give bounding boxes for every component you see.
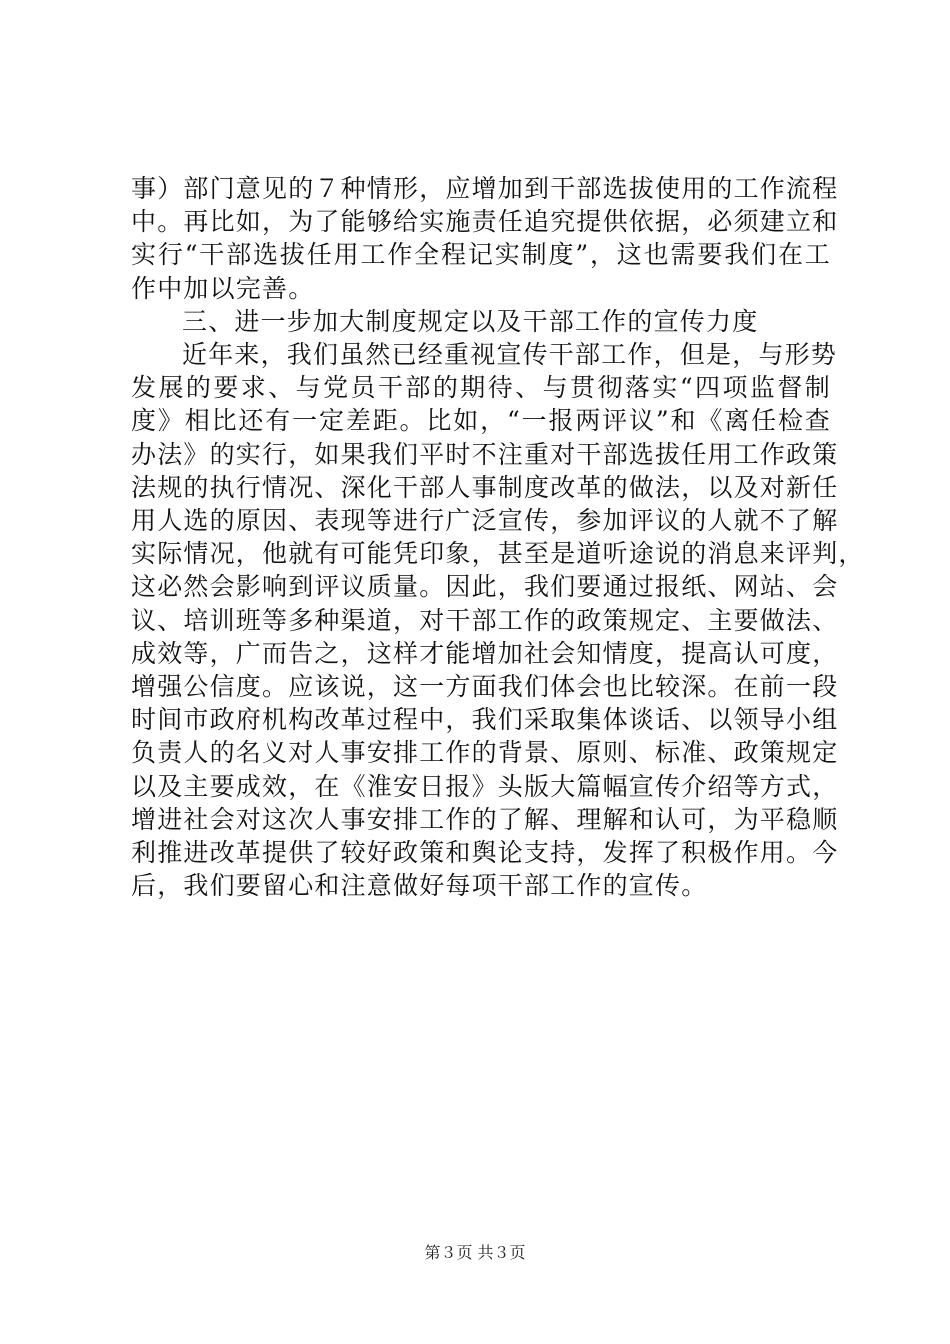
text-line: 议、培训班等多种渠道，对干部工作的政策规定、主要做法、 (131, 605, 839, 635)
document-body (131, 172, 865, 902)
text-line: 中。再比如，为了能够给实施责任追究提供依据，必须建立和 (131, 207, 839, 237)
text-line: 负责人的名义对人事安排工作的背景、原则、标准、政策规定 (131, 738, 839, 768)
text-line: 以及主要成效，在《淮安日报》头版大篇幅宣传介绍等方式， (131, 771, 839, 801)
text-line: 作中加以完善。 (131, 273, 315, 303)
text-line: 法规的执行情况、深化干部人事制度改革的做法，以及对新任 (131, 472, 839, 502)
page-footer: 第３页 共３页 (424, 1243, 526, 1262)
text-line: 时间市政府机构改革过程中，我们采取集体谈话、以领导小组 (131, 705, 839, 735)
section-heading: 三、进一步加大制度规定以及干部工作的宣传力度 (182, 306, 759, 336)
text-line: 这必然会影响到评议质量。因此，我们要通过报纸、网站、会 (131, 572, 839, 602)
text-line: 后，我们要留心和注意做好每项干部工作的宣传。 (131, 871, 708, 901)
text-line: 事）部门意见的７种情形，应增加到干部选拔使用的工作流程 (131, 174, 839, 203)
text-line: 实行“干部选拔任用工作全程记实制度”，这也需要我们在工 (131, 240, 831, 270)
text-line: 用人选的原因、表现等进行广泛宣传，参加评议的人就不了解 (131, 506, 839, 536)
text-line: 利推进改革提供了较好政策和舆论支持，发挥了积极作用。今 (131, 838, 839, 868)
text-line: 近年来，我们虽然已经重视宣传干部工作，但是，与形势 (182, 340, 838, 370)
text-line: 发展的要求、与党员干部的期待、与贯彻落实“四项监督制 (131, 373, 831, 403)
text-line: 成效等，广而告之，这样才能增加社会知情度，提高认可度， (131, 638, 839, 668)
text-line: 增强公信度。应该说，这一方面我们体会也比较深。在前一段 (131, 672, 839, 702)
text-line: 实际情况，他就有可能凭印象，甚至是道听途说的消息来评判， (131, 539, 865, 569)
text-line: 度》相比还有一定差距。比如，“一报两评议”和《离任检查 (131, 406, 831, 436)
text-line: 办法》的实行，如果我们平时不注重对干部选拔任用工作政策 (131, 439, 839, 469)
text-line: 增进社会对这次人事安排工作的了解、理解和认可，为平稳顺 (131, 804, 839, 834)
